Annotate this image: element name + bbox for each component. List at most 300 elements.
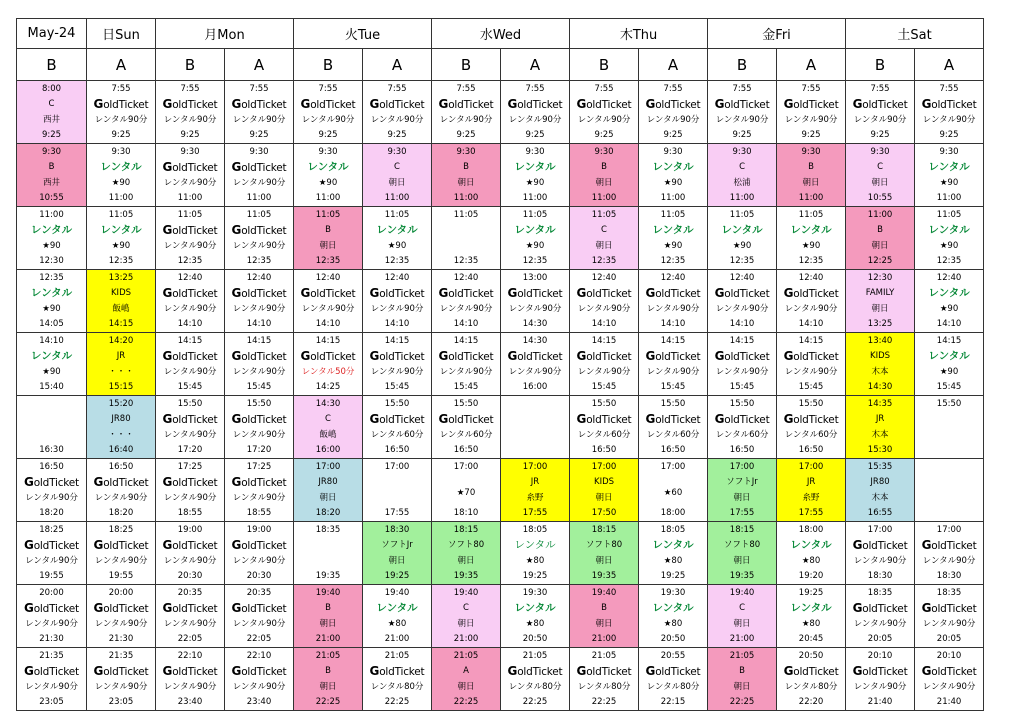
schedule-cell[interactable] bbox=[846, 648, 915, 711]
slot-title: レンタル bbox=[307, 161, 349, 174]
end-time: 21:00 bbox=[591, 633, 617, 644]
slot-title: GoldTicket bbox=[162, 160, 218, 174]
start-time: 19:40 bbox=[384, 588, 410, 598]
slot-title: ソフトJr bbox=[381, 540, 413, 551]
slot-title: GoldTicket bbox=[507, 286, 563, 300]
slot-title: レンタル bbox=[30, 224, 73, 237]
start-time: 17:00 bbox=[315, 462, 341, 472]
schedule-cell[interactable] bbox=[225, 270, 294, 333]
slot-title: GoldTicket bbox=[300, 97, 356, 111]
end-time: 14:10 bbox=[384, 319, 410, 329]
slot-title: FAMILY bbox=[865, 288, 895, 299]
slot-detail: レンタル90分 bbox=[646, 115, 700, 125]
end-time: 11:00 bbox=[936, 192, 962, 203]
schedule-cell[interactable] bbox=[432, 81, 501, 144]
slot-title: GoldTicket bbox=[93, 97, 149, 111]
schedule-cell[interactable] bbox=[708, 396, 777, 459]
start-time: 22:10 bbox=[246, 651, 272, 661]
slot-title: C bbox=[601, 225, 607, 236]
schedule-cell[interactable] bbox=[639, 585, 708, 648]
schedule-cell[interactable] bbox=[570, 459, 639, 522]
slot-detail: 朝日 bbox=[733, 492, 751, 503]
slot-title: GoldTicket bbox=[231, 538, 287, 552]
schedule-cell[interactable] bbox=[639, 522, 708, 585]
schedule-cell[interactable] bbox=[294, 207, 363, 270]
schedule-cell[interactable] bbox=[501, 585, 570, 648]
end-time: 22:25 bbox=[591, 697, 617, 707]
end-time: 19:35 bbox=[315, 570, 341, 581]
schedule-cell[interactable] bbox=[915, 207, 984, 270]
schedule-cell[interactable] bbox=[17, 396, 87, 459]
schedule-cell[interactable] bbox=[501, 81, 570, 144]
slot-title: JR bbox=[806, 477, 816, 488]
schedule-cell[interactable] bbox=[708, 144, 777, 207]
slot-detail: レンタル60分 bbox=[370, 430, 424, 440]
schedule-cell[interactable] bbox=[432, 459, 501, 522]
schedule-cell[interactable] bbox=[225, 81, 294, 144]
schedule-cell[interactable] bbox=[708, 333, 777, 396]
schedule-cell[interactable] bbox=[570, 333, 639, 396]
schedule-cell[interactable] bbox=[915, 522, 984, 585]
schedule-cell[interactable] bbox=[363, 144, 432, 207]
schedule-cell[interactable] bbox=[363, 459, 432, 522]
schedule-cell[interactable] bbox=[87, 144, 156, 207]
schedule-cell[interactable] bbox=[570, 207, 639, 270]
slot-detail: レンタル90分 bbox=[163, 682, 217, 692]
schedule-cell[interactable] bbox=[639, 459, 708, 522]
start-time: 15:35 bbox=[867, 462, 893, 472]
start-time: 14:15 bbox=[591, 336, 617, 346]
schedule-cell[interactable] bbox=[294, 396, 363, 459]
schedule-cell[interactable] bbox=[294, 522, 363, 585]
start-time: 15:50 bbox=[177, 399, 203, 409]
slot-detail: レンタル90分 bbox=[715, 367, 769, 377]
schedule-cell[interactable] bbox=[501, 270, 570, 333]
end-time: 12:35 bbox=[453, 255, 479, 266]
end-time: 14:10 bbox=[591, 319, 617, 329]
schedule-cell[interactable] bbox=[156, 144, 225, 207]
schedule-cell[interactable] bbox=[915, 585, 984, 648]
start-time: 22:10 bbox=[177, 651, 203, 661]
schedule-cell[interactable] bbox=[708, 648, 777, 711]
slot-detail: レンタル80分 bbox=[508, 682, 562, 692]
schedule-cell[interactable] bbox=[501, 522, 570, 585]
schedule-cell[interactable] bbox=[156, 522, 225, 585]
slot-title: GoldTicket bbox=[93, 538, 149, 552]
schedule-cell[interactable] bbox=[777, 459, 846, 522]
slot-title: GoldTicket bbox=[231, 223, 287, 237]
slot-title: GoldTicket bbox=[93, 601, 149, 615]
slot-detail: レンタル90分 bbox=[646, 367, 700, 377]
schedule-cell[interactable] bbox=[846, 81, 915, 144]
end-time: 22:25 bbox=[729, 696, 755, 707]
schedule-cell[interactable] bbox=[156, 396, 225, 459]
start-time: 14:20 bbox=[108, 336, 134, 346]
schedule-cell[interactable] bbox=[777, 144, 846, 207]
slot-detail: ★90 bbox=[42, 240, 61, 251]
schedule-cell[interactable] bbox=[225, 648, 294, 711]
start-time: 11:05 bbox=[591, 210, 617, 220]
start-time: 17:00 bbox=[453, 462, 479, 472]
schedule-cell[interactable] bbox=[708, 270, 777, 333]
start-time: 18:30 bbox=[384, 525, 410, 535]
start-time: 21:35 bbox=[108, 651, 134, 661]
schedule-cell[interactable] bbox=[225, 144, 294, 207]
schedule-cell[interactable] bbox=[363, 522, 432, 585]
schedule-cell[interactable] bbox=[639, 81, 708, 144]
schedule-cell[interactable] bbox=[570, 522, 639, 585]
schedule-cell[interactable] bbox=[777, 585, 846, 648]
slot-detail: レンタル50分 bbox=[301, 367, 355, 377]
start-time: 7:55 bbox=[663, 84, 683, 94]
slot-title: GoldTicket bbox=[576, 664, 632, 678]
slot-title: C bbox=[325, 414, 331, 425]
start-time: 14:15 bbox=[246, 336, 272, 346]
schedule-cell[interactable] bbox=[432, 207, 501, 270]
end-time: 11:00 bbox=[108, 192, 134, 203]
schedule-cell[interactable] bbox=[363, 396, 432, 459]
schedule-cell[interactable] bbox=[432, 585, 501, 648]
schedule-cell[interactable] bbox=[156, 585, 225, 648]
schedule-cell[interactable] bbox=[846, 522, 915, 585]
schedule-cell[interactable] bbox=[777, 207, 846, 270]
start-time: 9:30 bbox=[939, 147, 959, 157]
schedule-cell[interactable] bbox=[708, 459, 777, 522]
slot-title: C bbox=[48, 99, 55, 110]
end-time: 12:35 bbox=[660, 255, 686, 266]
slot-detail: レンタル90分 bbox=[163, 367, 217, 377]
slot-detail: ★90 bbox=[111, 177, 131, 188]
slot-title: レンタル bbox=[790, 602, 832, 615]
schedule-cell[interactable] bbox=[225, 207, 294, 270]
schedule-cell[interactable] bbox=[294, 333, 363, 396]
schedule-cell[interactable] bbox=[915, 270, 984, 333]
end-time: 12:35 bbox=[591, 255, 617, 266]
start-time: 12:40 bbox=[453, 273, 479, 283]
start-time: 14:15 bbox=[798, 336, 824, 346]
end-time: 19:35 bbox=[729, 570, 755, 581]
end-time: 18:00 bbox=[660, 507, 686, 518]
schedule-cell[interactable] bbox=[708, 585, 777, 648]
schedule-cell[interactable] bbox=[501, 396, 570, 459]
schedule-cell[interactable] bbox=[432, 522, 501, 585]
schedule-cell[interactable] bbox=[501, 333, 570, 396]
schedule-cell[interactable] bbox=[225, 522, 294, 585]
slot-title: GoldTicket bbox=[438, 286, 494, 300]
slot-title: レンタル bbox=[376, 224, 418, 237]
schedule-cell[interactable] bbox=[501, 144, 570, 207]
start-time: 21:05 bbox=[384, 651, 410, 661]
end-time: 15:30 bbox=[867, 444, 893, 455]
schedule-cell[interactable] bbox=[846, 333, 915, 396]
schedule-cell[interactable] bbox=[708, 81, 777, 144]
slot-title: GoldTicket bbox=[576, 349, 632, 363]
slot-detail: レンタル90分 bbox=[508, 367, 562, 377]
slot-detail: レンタル90分 bbox=[370, 304, 424, 314]
start-time: 20:00 bbox=[108, 588, 134, 598]
court-header: A bbox=[915, 49, 984, 81]
end-time: 11:00 bbox=[591, 192, 617, 203]
schedule-cell[interactable] bbox=[639, 144, 708, 207]
slot-title: ソフト80 bbox=[723, 540, 761, 551]
schedule-cell[interactable] bbox=[915, 648, 984, 711]
schedule-cell[interactable] bbox=[225, 585, 294, 648]
slot-title: GoldTicket bbox=[783, 286, 839, 300]
slot-title: GoldTicket bbox=[162, 538, 218, 552]
schedule-cell[interactable] bbox=[708, 207, 777, 270]
start-time: 7:55 bbox=[318, 84, 338, 94]
end-time: 17:20 bbox=[246, 445, 272, 455]
slot-title: レンタル bbox=[790, 224, 832, 237]
schedule-cell[interactable] bbox=[915, 81, 984, 144]
schedule-cell[interactable] bbox=[846, 396, 915, 459]
slot-title: レンタル bbox=[652, 224, 694, 237]
slot-title: GoldTicket bbox=[783, 97, 839, 111]
slot-detail: 糸野 bbox=[526, 492, 544, 503]
end-time: 18:20 bbox=[108, 508, 134, 518]
start-time: 14:10 bbox=[39, 336, 64, 346]
schedule-cell[interactable] bbox=[363, 585, 432, 648]
end-time: 18:55 bbox=[177, 508, 203, 518]
start-time: 9:30 bbox=[318, 147, 338, 157]
schedule-cell[interactable] bbox=[570, 648, 639, 711]
slot-detail: レンタル90分 bbox=[577, 367, 631, 377]
slot-detail: 木本 bbox=[871, 492, 889, 503]
schedule-cell[interactable] bbox=[363, 648, 432, 711]
day-header-mon: 月Mon bbox=[156, 19, 294, 49]
schedule-cell[interactable] bbox=[294, 270, 363, 333]
slot-detail: 朝日 bbox=[733, 681, 751, 692]
schedule-cell[interactable] bbox=[777, 81, 846, 144]
schedule-table bbox=[16, 18, 984, 711]
schedule-cell[interactable] bbox=[639, 648, 708, 711]
court-header-row bbox=[17, 49, 984, 81]
start-time: 7:55 bbox=[594, 84, 614, 94]
start-time: 7:55 bbox=[732, 84, 752, 94]
end-time: 9:25 bbox=[939, 130, 959, 140]
schedule-cell[interactable] bbox=[156, 270, 225, 333]
schedule-cell[interactable] bbox=[17, 522, 87, 585]
schedule-cell[interactable] bbox=[17, 270, 87, 333]
schedule-cell[interactable] bbox=[501, 648, 570, 711]
slot-detail: レンタル90分 bbox=[301, 304, 355, 314]
schedule-cell[interactable] bbox=[156, 81, 225, 144]
day-header-sat: 土Sat bbox=[846, 19, 984, 49]
end-time: 15:45 bbox=[660, 382, 686, 392]
end-time: 20:30 bbox=[177, 571, 203, 581]
start-time: 11:05 bbox=[177, 210, 203, 220]
start-time: 19:00 bbox=[177, 525, 203, 535]
schedule-cell[interactable] bbox=[156, 333, 225, 396]
schedule-cell[interactable] bbox=[777, 522, 846, 585]
schedule-cell[interactable] bbox=[17, 648, 87, 711]
schedule-cell[interactable] bbox=[225, 333, 294, 396]
slot-title: GoldTicket bbox=[162, 97, 218, 111]
start-time: 11:05 bbox=[660, 210, 686, 220]
slot-detail: レンタル90分 bbox=[25, 619, 78, 629]
start-time: 17:00 bbox=[729, 462, 755, 472]
slot-detail: ★90 bbox=[939, 177, 959, 188]
schedule-cell[interactable] bbox=[363, 333, 432, 396]
start-time: 14:15 bbox=[936, 336, 962, 346]
start-time: 7:55 bbox=[870, 84, 890, 94]
schedule-cell[interactable] bbox=[432, 333, 501, 396]
start-time: 17:00 bbox=[798, 462, 824, 472]
slot-detail: ★90 bbox=[525, 240, 545, 251]
end-time: 15:45 bbox=[591, 382, 617, 392]
end-time: 18:30 bbox=[936, 571, 962, 581]
start-time: 21:05 bbox=[315, 651, 341, 661]
schedule-cell[interactable] bbox=[501, 459, 570, 522]
slot-title: GoldTicket bbox=[921, 601, 977, 615]
end-time: 20:50 bbox=[522, 633, 548, 644]
time-slot-row bbox=[17, 207, 984, 270]
schedule-cell[interactable] bbox=[777, 270, 846, 333]
schedule-cell[interactable] bbox=[570, 81, 639, 144]
schedule-cell[interactable] bbox=[294, 585, 363, 648]
end-time: 10:55 bbox=[867, 192, 893, 203]
schedule-cell[interactable] bbox=[294, 144, 363, 207]
schedule-cell[interactable] bbox=[294, 648, 363, 711]
schedule-cell[interactable] bbox=[639, 270, 708, 333]
schedule-cell[interactable] bbox=[915, 144, 984, 207]
start-time: 15:50 bbox=[798, 399, 824, 409]
end-time: 17:55 bbox=[798, 507, 824, 518]
schedule-cell[interactable] bbox=[777, 396, 846, 459]
schedule-cell[interactable] bbox=[777, 648, 846, 711]
schedule-cell[interactable] bbox=[432, 396, 501, 459]
schedule-cell[interactable] bbox=[915, 396, 984, 459]
schedule-cell[interactable] bbox=[846, 207, 915, 270]
schedule-cell[interactable] bbox=[432, 270, 501, 333]
schedule-cell[interactable] bbox=[363, 270, 432, 333]
start-time: 17:25 bbox=[177, 462, 203, 472]
schedule-cell[interactable] bbox=[294, 81, 363, 144]
schedule-cell[interactable] bbox=[915, 459, 984, 522]
end-time: 19:35 bbox=[453, 570, 479, 581]
slot-title: GoldTicket bbox=[231, 601, 287, 615]
start-time: 18:15 bbox=[729, 525, 755, 535]
slot-title: GoldTicket bbox=[714, 286, 770, 300]
slot-title: B bbox=[325, 603, 331, 614]
schedule-cell[interactable] bbox=[87, 207, 156, 270]
schedule-cell[interactable] bbox=[225, 459, 294, 522]
schedule-cell[interactable] bbox=[639, 396, 708, 459]
schedule-cell[interactable] bbox=[17, 81, 87, 144]
slot-detail: ★90 bbox=[939, 240, 959, 251]
schedule-cell[interactable] bbox=[294, 459, 363, 522]
slot-title: レンタル bbox=[514, 161, 556, 174]
end-time: 17:20 bbox=[177, 445, 203, 455]
schedule-cell[interactable] bbox=[17, 207, 87, 270]
schedule-cell[interactable] bbox=[570, 585, 639, 648]
schedule-cell[interactable] bbox=[17, 144, 87, 207]
schedule-cell[interactable] bbox=[363, 207, 432, 270]
slot-detail: レンタル80分 bbox=[577, 682, 631, 692]
schedule-cell[interactable] bbox=[639, 333, 708, 396]
schedule-cell[interactable] bbox=[17, 333, 87, 396]
schedule-cell[interactable] bbox=[846, 270, 915, 333]
schedule-cell[interactable] bbox=[87, 396, 156, 459]
court-header: A bbox=[501, 49, 570, 81]
slot-title: レンタル bbox=[928, 287, 970, 300]
schedule-cell[interactable] bbox=[87, 81, 156, 144]
start-time: 11:00 bbox=[39, 210, 64, 220]
slot-title: レンタル bbox=[790, 539, 832, 552]
end-time: 13:25 bbox=[867, 318, 893, 329]
schedule-cell[interactable] bbox=[87, 333, 156, 396]
slot-title: B bbox=[739, 666, 745, 677]
slot-title: JR80 bbox=[111, 414, 131, 425]
slot-detail: レンタル90分 bbox=[301, 115, 355, 125]
schedule-cell[interactable] bbox=[87, 585, 156, 648]
schedule-cell[interactable] bbox=[846, 144, 915, 207]
schedule-cell[interactable] bbox=[570, 144, 639, 207]
slot-title: GoldTicket bbox=[921, 664, 977, 678]
slot-detail: 朝日 bbox=[595, 240, 613, 251]
start-time: 12:40 bbox=[798, 273, 824, 283]
start-time: 18:05 bbox=[660, 525, 686, 535]
schedule-cell[interactable] bbox=[432, 648, 501, 711]
slot-detail: レンタル90分 bbox=[715, 115, 769, 125]
slot-title: GoldTicket bbox=[645, 286, 701, 300]
schedule-cell[interactable] bbox=[156, 207, 225, 270]
slot-detail: ★90 bbox=[42, 366, 61, 377]
slot-title: ソフト80 bbox=[585, 540, 623, 551]
schedule-cell[interactable] bbox=[570, 270, 639, 333]
slot-detail: レンタル90分 bbox=[94, 556, 148, 566]
schedule-cell[interactable] bbox=[570, 396, 639, 459]
schedule-cell[interactable] bbox=[17, 459, 87, 522]
end-time: 9:25 bbox=[732, 130, 752, 140]
schedule-cell[interactable] bbox=[432, 144, 501, 207]
schedule-cell[interactable] bbox=[363, 81, 432, 144]
schedule-cell[interactable] bbox=[225, 396, 294, 459]
slot-detail: レンタル90分 bbox=[439, 367, 493, 377]
end-time: 21:30 bbox=[39, 634, 64, 644]
slot-title: GoldTicket bbox=[438, 97, 494, 111]
schedule-cell[interactable] bbox=[87, 459, 156, 522]
schedule-cell[interactable] bbox=[87, 270, 156, 333]
schedule-cell[interactable] bbox=[846, 585, 915, 648]
end-time: 12:35 bbox=[729, 255, 755, 266]
end-time: 16:50 bbox=[591, 445, 617, 455]
schedule-cell[interactable] bbox=[708, 522, 777, 585]
end-time: 16:50 bbox=[660, 445, 686, 455]
start-time: 15:50 bbox=[591, 399, 617, 409]
schedule-cell[interactable] bbox=[639, 207, 708, 270]
schedule-cell[interactable] bbox=[501, 207, 570, 270]
schedule-cell[interactable] bbox=[915, 333, 984, 396]
end-time: 9:25 bbox=[180, 130, 200, 140]
slot-detail: 朝日 bbox=[595, 492, 613, 503]
end-time: 10:55 bbox=[39, 192, 64, 203]
schedule-cell[interactable] bbox=[777, 333, 846, 396]
schedule-cell[interactable] bbox=[87, 522, 156, 585]
end-time: 12:35 bbox=[108, 255, 134, 266]
schedule-cell[interactable] bbox=[17, 585, 87, 648]
slot-title: GoldTicket bbox=[24, 601, 79, 615]
schedule-cell[interactable] bbox=[156, 459, 225, 522]
schedule-cell[interactable] bbox=[846, 459, 915, 522]
slot-title: KIDS bbox=[870, 351, 891, 362]
schedule-cell[interactable] bbox=[156, 648, 225, 711]
end-time: 16:50 bbox=[729, 445, 755, 455]
end-time: 22:25 bbox=[384, 697, 410, 707]
schedule-cell[interactable] bbox=[87, 648, 156, 711]
slot-detail: ★90 bbox=[42, 303, 61, 314]
end-time: 20:45 bbox=[798, 633, 824, 644]
